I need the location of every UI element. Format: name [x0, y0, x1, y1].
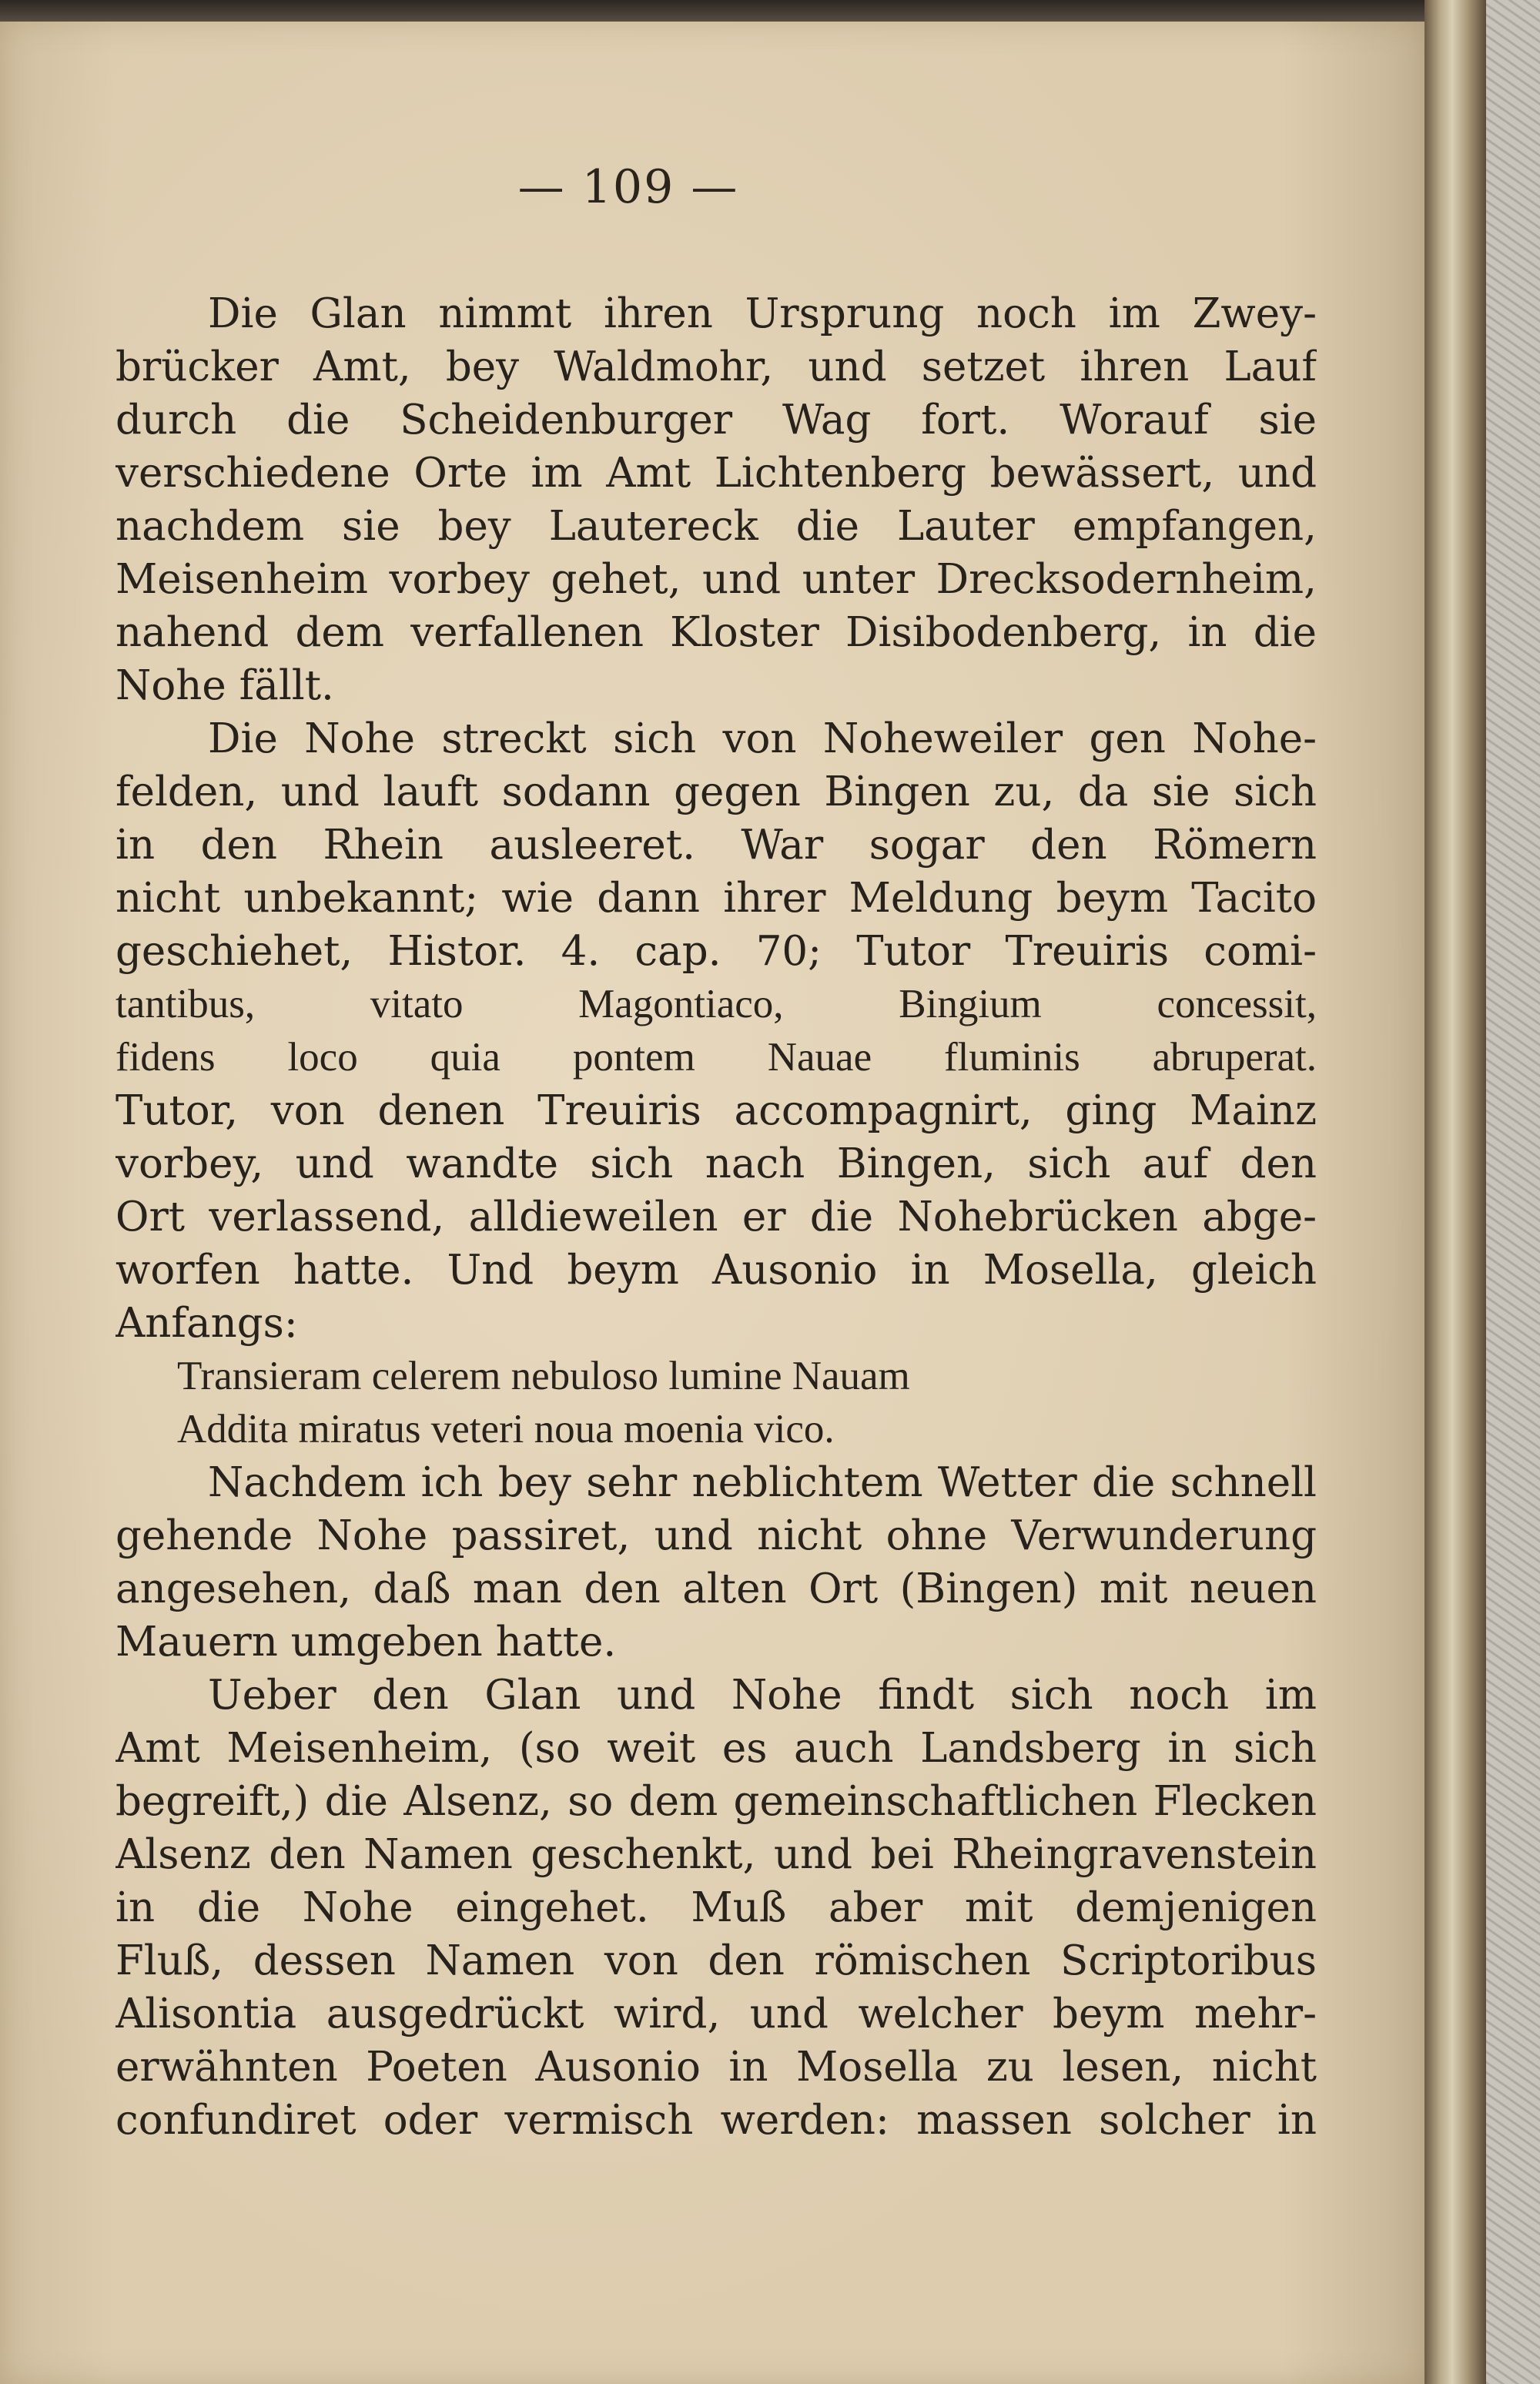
text-line: nicht unbekannt; wie dann ihrer Meldung beym Tacito	[116, 875, 1317, 922]
text-line: Ueber den Glan und Nohe findt sich noch im	[208, 1672, 1317, 1719]
text-line: Die Nohe streckt sich von Noheweiler gen Nohe-	[208, 715, 1317, 762]
text-line: in die Nohe eingehet. Muß aber mit demjenigen	[116, 1884, 1317, 1931]
text-line: worfen hatte. Und beym Ausonio in Mosella, gleich	[116, 1247, 1317, 1294]
text-line: Mauern umgeben hatte.	[116, 1619, 617, 1666]
text-line: erwähnten Poeten Ausonio in Mosella zu lesen, nicht	[116, 2044, 1317, 2091]
text-line: brücker Amt, bey Waldmohr, und setzet ihren Lauf	[116, 343, 1317, 390]
text-line: Alisontia ausgedrückt wird, und welcher beym mehr-	[116, 1991, 1317, 2037]
verse-line: Addita miratus veteri noua moenia vico.	[177, 1407, 835, 1451]
text-line: nachdem sie bey Lautereck die Lauter empfangen,	[116, 503, 1317, 550]
text-line: verschiedene Orte im Amt Lichtenberg bewässert, und	[116, 450, 1317, 497]
text-line: Alsenz den Namen geschenkt, und bei Rheingravenstein	[116, 1831, 1317, 1878]
text-line: vorbey, und wandte sich nach Bingen, sich auf den	[116, 1140, 1317, 1187]
text-line: nahend dem verfallenen Kloster Disibodenberg, in die	[116, 609, 1317, 656]
text-line: tantibus, vitato Magontiaco, Bingium concessit,	[116, 982, 1317, 1026]
text-line: Die Glan nimmt ihren Ursprung noch im Zwey-	[208, 290, 1317, 337]
background-surface	[1486, 0, 1540, 2384]
text-line: Fluß, dessen Namen von den römischen Scriptoribus	[116, 1937, 1317, 1984]
text-line: Amt Meisenheim, (so weit es auch Landsberg in sich	[116, 1725, 1317, 1772]
text-line: Anfangs:	[116, 1300, 298, 1347]
text-line: gehende Nohe passiret, und nicht ohne Verwunderung	[116, 1512, 1317, 1559]
book-binding-edge	[1424, 0, 1486, 2384]
text-line: durch die Scheidenburger Wag fort. Worauf sie	[116, 397, 1317, 444]
text-line: Nachdem ich bey sehr neblichtem Wetter die schnell	[208, 1459, 1317, 1506]
text-line: Ort verlassend, alldieweilen er die Nohebrücken abge-	[116, 1194, 1317, 1241]
body-text	[116, 287, 1317, 2147]
text-line: Nohe fällt.	[116, 662, 334, 709]
text-line: Meisenheim vorbey gehet, und unter Drecksodernheim,	[116, 556, 1317, 603]
text-line: confundiret oder vermisch werden: massen solcher in	[116, 2097, 1317, 2144]
page-number: — 109 —	[517, 160, 739, 214]
text-line: geschiehet, Histor. 4. cap. 70; Tutor Treuiris comi-	[116, 928, 1317, 975]
text-line: Tutor, von denen Treuiris accompagnirt, ging Mainz	[116, 1087, 1317, 1134]
text-line: angesehen, daß man den alten Ort (Bingen) mit neuen	[116, 1565, 1317, 1612]
text-line: felden, und lauft sodann gegen Bingen zu, da sie sich	[116, 768, 1317, 815]
book-page	[0, 22, 1426, 2384]
text-line: begreift,) die Alsenz, so dem gemeinschaftlichen Flecken	[116, 1778, 1317, 1825]
text-line: in den Rhein ausleeret. War sogar den Römern	[116, 822, 1317, 869]
page-top-shadow	[0, 0, 1486, 23]
text-line: fidens loco quia pontem Nauae fluminis abruperat.	[116, 1035, 1317, 1080]
verse-line: Transieram celerem nebuloso lumine Nauam	[177, 1354, 910, 1398]
